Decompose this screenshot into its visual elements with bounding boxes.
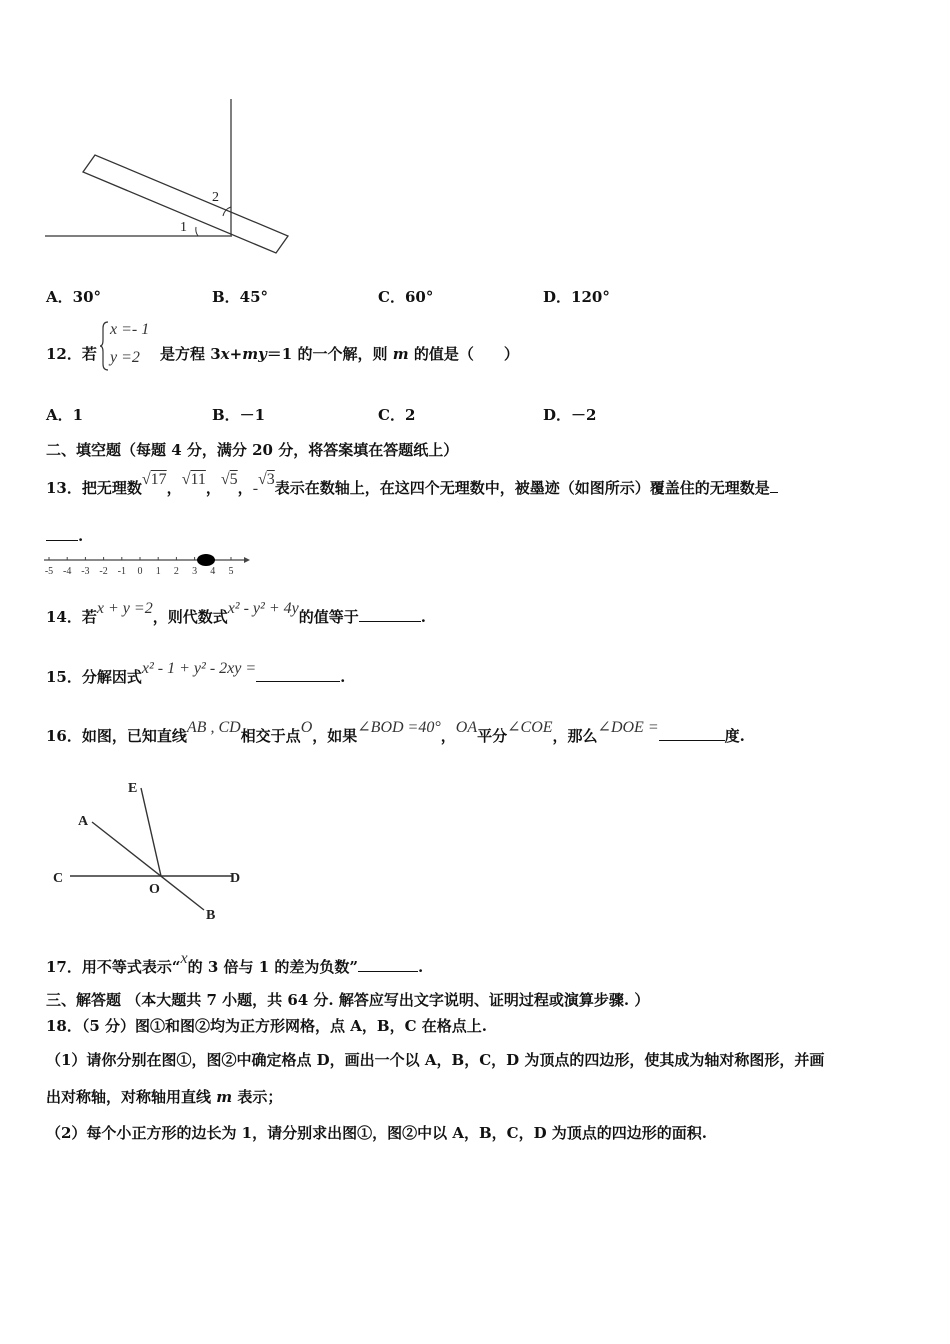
strip-rectangle (83, 155, 288, 253)
label-o: O (149, 882, 160, 897)
q13-sep-1: ， (166, 479, 182, 497)
q16-angle-bod: ∠BOD =40° (357, 719, 441, 736)
q12-var-x: x (220, 345, 230, 363)
section-3-heading: 三、解答题 （本大题共 7 小题，共 64 分. 解答应写出文字说明、证明过程或演算步骤. ） (46, 991, 650, 1009)
q15-expression: x² - 1 + y² - 2xy = (141, 660, 257, 677)
q11-option-d[interactable]: D．120° (543, 288, 610, 306)
q14-expression: x² - y² + 4y (227, 600, 299, 617)
q16-mid4: ，那么 (552, 727, 598, 745)
number-line-tick-label: -1 (117, 566, 126, 577)
q11-option-a[interactable]: A．30° (46, 288, 102, 306)
figure-intersecting-lines (44, 772, 254, 932)
number-line-figure (40, 552, 255, 578)
q16-number: 16． (46, 727, 82, 745)
q15-tail: . (340, 668, 346, 686)
number-line-tick-label: 5 (228, 566, 234, 577)
q18-part1-a: （1）请你分别在图①，图②中确定格点 D，画出一个以 A，B，C，D 为顶点的四边形，使其成为轴对称图形，并画 (46, 1051, 825, 1069)
q11-option-c[interactable]: C．60° (378, 288, 434, 306)
q15-answer-blank[interactable] (256, 667, 340, 682)
number-line-tick-label: 3 (192, 566, 198, 577)
question-16 (46, 719, 745, 746)
number-line-arrow-icon (244, 557, 250, 563)
q18-part1-b-post: 表示； (237, 1088, 283, 1106)
question-17 (46, 950, 424, 977)
number-line-tick-label: 2 (173, 566, 179, 577)
q13-number: 13． (46, 479, 82, 497)
q12-equation-2: y =2 (110, 349, 140, 366)
question-15 (46, 660, 346, 687)
q18-part1-b-pre: 出对称轴，对称轴用直线 (46, 1088, 212, 1106)
q12-option-a[interactable]: A．1 (46, 406, 84, 424)
q14-pre: 若 (81, 608, 97, 626)
ink-blot (197, 554, 215, 566)
q18-part2: （2）每个小正方形的边长为 1，请分别求出图①，图②中以 A，B，C，D 为顶点的四边形的面积. (46, 1124, 708, 1142)
q16-sep: ， (440, 727, 456, 745)
q16-pre: 如图，已知直线 (81, 727, 187, 745)
q17-answer-blank[interactable] (358, 957, 418, 972)
line-ab (92, 822, 204, 910)
q12-option-d[interactable]: D．－2 (543, 406, 597, 424)
brace-icon (100, 320, 110, 372)
q12-plus: + (229, 345, 243, 363)
number-line-tick-label: -3 (81, 566, 90, 577)
q12-var-my: my (242, 345, 267, 363)
label-e: E (128, 781, 138, 796)
q13-answer-line (46, 526, 83, 545)
q14-number: 14． (46, 608, 82, 626)
q13-root-3: √3 (258, 471, 275, 488)
q17-post: 的 3 倍与 1 的差为负数” (187, 958, 359, 976)
q13-pre: 把无理数 (81, 479, 142, 497)
q12-pre: 若 (81, 345, 97, 363)
number-line-tick-label: 1 (155, 566, 161, 577)
number-line-tick-label: 0 (137, 566, 143, 577)
q17-tail: . (418, 958, 424, 976)
question-12 (46, 343, 97, 364)
q12-number: 12． (46, 345, 82, 363)
q15-pre: 分解因式 (81, 668, 142, 686)
q12-var-m: m (392, 345, 409, 363)
q16-mid3: 平分 (477, 727, 508, 745)
q11-option-b[interactable]: B．45° (212, 288, 269, 306)
question-14 (46, 600, 426, 627)
q13-tail: . (78, 527, 84, 545)
q14-post: 的值等于 (298, 608, 359, 626)
q13-post: 表示在数轴上，在这四个无理数中，被墨迹（如图所示）覆盖住的无理数是 (274, 479, 770, 497)
q18-var-m: m (216, 1088, 233, 1106)
q12-mid2: ＝1 的一个解，则 (266, 345, 388, 363)
q16-mid1: 相交于点 (240, 727, 301, 745)
number-line-tick-label: -4 (63, 566, 72, 577)
q13-sep-3: ， (237, 479, 253, 497)
q14-tail: . (420, 608, 426, 626)
label-a: A (78, 814, 89, 829)
number-line-tick-label: -2 (99, 566, 108, 577)
q12-mid1: 是方程 3 (160, 345, 221, 363)
q18-line: 18．（5 分）图①和图②均为正方形网格，点 A，B，C 在格点上. (46, 1017, 487, 1035)
angle-arc-1 (196, 227, 198, 236)
q13-root-5: √5 (220, 471, 238, 488)
q16-mid2: ，如果 (312, 727, 358, 745)
q12-text (160, 343, 519, 364)
q17-number: 17． (46, 958, 82, 976)
q16-point-o: O (300, 719, 313, 736)
q16-angle-coe: ∠COE (507, 719, 553, 736)
q12-post: 的值是（ ） (413, 345, 519, 363)
q14-mid: ，则代数式 (152, 608, 228, 626)
q13-root-17: √17 (141, 471, 167, 488)
q16-angle-doe: ∠DOE = (597, 719, 659, 736)
q12-system-brace (100, 320, 108, 370)
q13-root-11: √11 (181, 471, 206, 488)
q12-equation-1: x =- 1 (110, 321, 150, 338)
q14-answer-blank[interactable] (359, 607, 421, 622)
section-2-heading: 二、填空题（每题 4 分，满分 20 分，将答案填在答题纸上） (46, 441, 459, 459)
number-line-tick-label: 4 (210, 566, 216, 577)
label-d: D (230, 871, 241, 886)
q16-answer-blank[interactable] (659, 726, 725, 741)
figure-angle-strip (40, 95, 300, 265)
q13-neg: - (252, 480, 259, 497)
label-c: C (53, 871, 64, 886)
q13-answer-blank-start[interactable] (770, 478, 778, 493)
number-line-tick-label: -5 (44, 566, 54, 577)
q14-condition: x + y =2 (96, 600, 153, 617)
q13-answer-blank[interactable] (46, 526, 78, 541)
angle-label-2: 2 (212, 190, 219, 205)
q18-part1-b (46, 1086, 282, 1107)
q17-var-x: x (180, 950, 188, 967)
q15-number: 15． (46, 668, 82, 686)
q17-pre: 用不等式表示“ (81, 958, 181, 976)
angle-label-1: 1 (180, 220, 187, 235)
q12-option-c[interactable]: C．2 (378, 406, 416, 424)
q13-sep-2: ， (205, 479, 221, 497)
label-b: B (206, 908, 216, 923)
q16-ray-oa: OA (455, 719, 478, 736)
q16-post: 度. (724, 727, 745, 745)
q16-lines: AB , CD (186, 719, 241, 736)
question-13 (46, 471, 778, 498)
q12-option-b[interactable]: B．－1 (212, 406, 266, 424)
